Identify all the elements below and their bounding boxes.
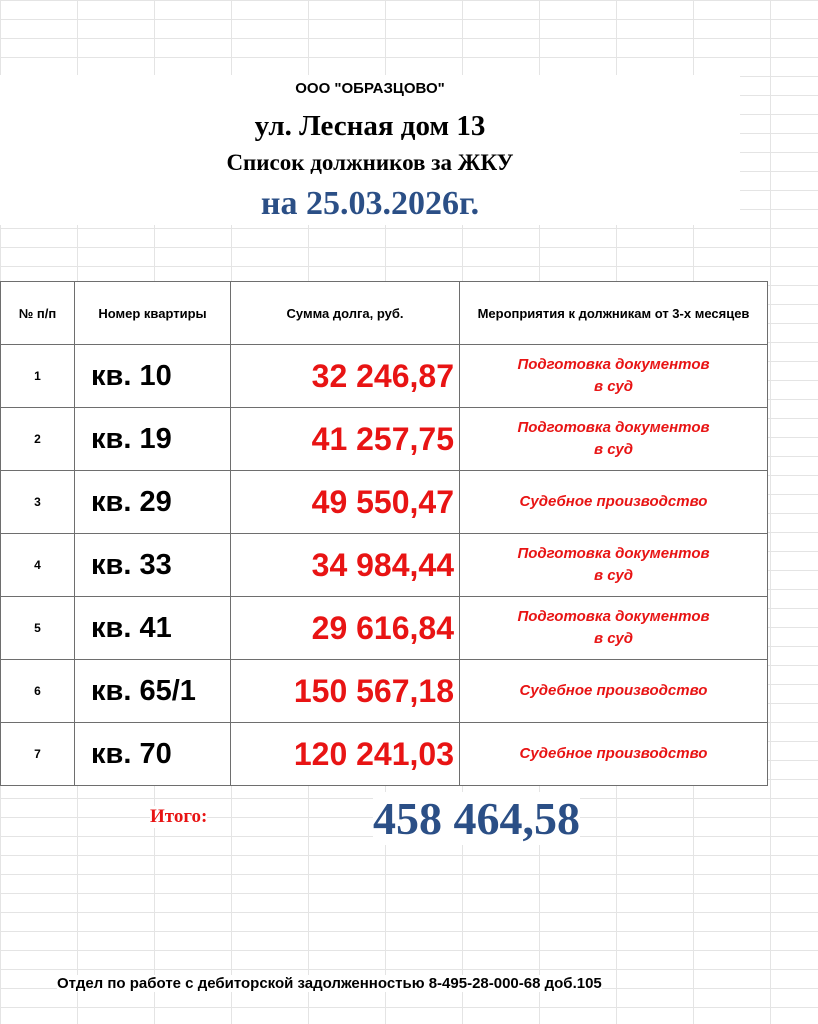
organization-name: ООО "ОБРАЗЦОВО" bbox=[0, 80, 740, 97]
action-cell bbox=[460, 723, 768, 786]
footer-contact: Отдел по работе с дебиторской задолженностью 8-495-28-000-68 доб.105 bbox=[57, 975, 602, 992]
apartment-cell: кв. 70 bbox=[75, 723, 231, 786]
action-line-2: в суд bbox=[594, 630, 633, 647]
debt-amount-cell: 32 246,87 bbox=[231, 345, 460, 408]
action-line-1: Подготовка документов bbox=[517, 608, 710, 625]
debt-amount-cell: 49 550,47 bbox=[231, 471, 460, 534]
action-line-1: Подготовка документов bbox=[517, 356, 710, 373]
report-date: на 25.03.2026г. bbox=[0, 185, 740, 223]
action-cell bbox=[460, 408, 768, 471]
table-row bbox=[1, 345, 768, 408]
row-number: 6 bbox=[1, 660, 75, 723]
table-header-row bbox=[1, 282, 768, 345]
apartment-cell: кв. 19 bbox=[75, 408, 231, 471]
row-number: 3 bbox=[1, 471, 75, 534]
debtors-table bbox=[0, 281, 768, 786]
apartment-cell: кв. 41 bbox=[75, 597, 231, 660]
table-row bbox=[1, 660, 768, 723]
apartment-cell: кв. 33 bbox=[75, 534, 231, 597]
col-action-header: Мероприятия к должникам от 3-х месяцев bbox=[460, 282, 768, 345]
action-cell bbox=[460, 345, 768, 408]
action-line-1: Подготовка документов bbox=[517, 545, 710, 562]
action-line-1: Подготовка документов bbox=[517, 419, 710, 436]
col-amount-header: Сумма долга, руб. bbox=[231, 282, 460, 345]
list-title: Список должников за ЖКУ bbox=[0, 150, 740, 176]
debt-amount-cell: 34 984,44 bbox=[231, 534, 460, 597]
apartment-cell: кв. 29 bbox=[75, 471, 231, 534]
debt-amount-cell: 150 567,18 bbox=[231, 660, 460, 723]
row-number: 7 bbox=[1, 723, 75, 786]
debt-amount-cell: 29 616,84 bbox=[231, 597, 460, 660]
table-row bbox=[1, 408, 768, 471]
action-line-1: Судебное производство bbox=[519, 682, 708, 699]
apartment-cell: кв. 10 bbox=[75, 345, 231, 408]
apartment-cell: кв. 65/1 bbox=[75, 660, 231, 723]
table-row bbox=[1, 723, 768, 786]
row-number: 4 bbox=[1, 534, 75, 597]
table-row bbox=[1, 534, 768, 597]
debt-amount-cell: 41 257,75 bbox=[231, 408, 460, 471]
action-cell bbox=[460, 534, 768, 597]
address-title: ул. Лесная дом 13 bbox=[0, 110, 740, 143]
action-line-2: в суд bbox=[594, 567, 633, 584]
row-number: 1 bbox=[1, 345, 75, 408]
action-cell bbox=[460, 660, 768, 723]
action-cell bbox=[460, 471, 768, 534]
total-value: 458 464,58 bbox=[373, 793, 580, 844]
row-number: 2 bbox=[1, 408, 75, 471]
action-line-2: в суд bbox=[594, 378, 633, 395]
row-number: 5 bbox=[1, 597, 75, 660]
action-line-1: Судебное производство bbox=[519, 493, 708, 510]
debt-amount-cell: 120 241,03 bbox=[231, 723, 460, 786]
action-cell bbox=[460, 597, 768, 660]
total-label: Итого: bbox=[150, 806, 208, 827]
action-line-1: Судебное производство bbox=[519, 745, 708, 762]
col-number-header: № п/п bbox=[1, 282, 75, 345]
table-row bbox=[1, 597, 768, 660]
table-row bbox=[1, 471, 768, 534]
action-line-2: в суд bbox=[594, 441, 633, 458]
col-apartment-header: Номер квартиры bbox=[75, 282, 231, 345]
